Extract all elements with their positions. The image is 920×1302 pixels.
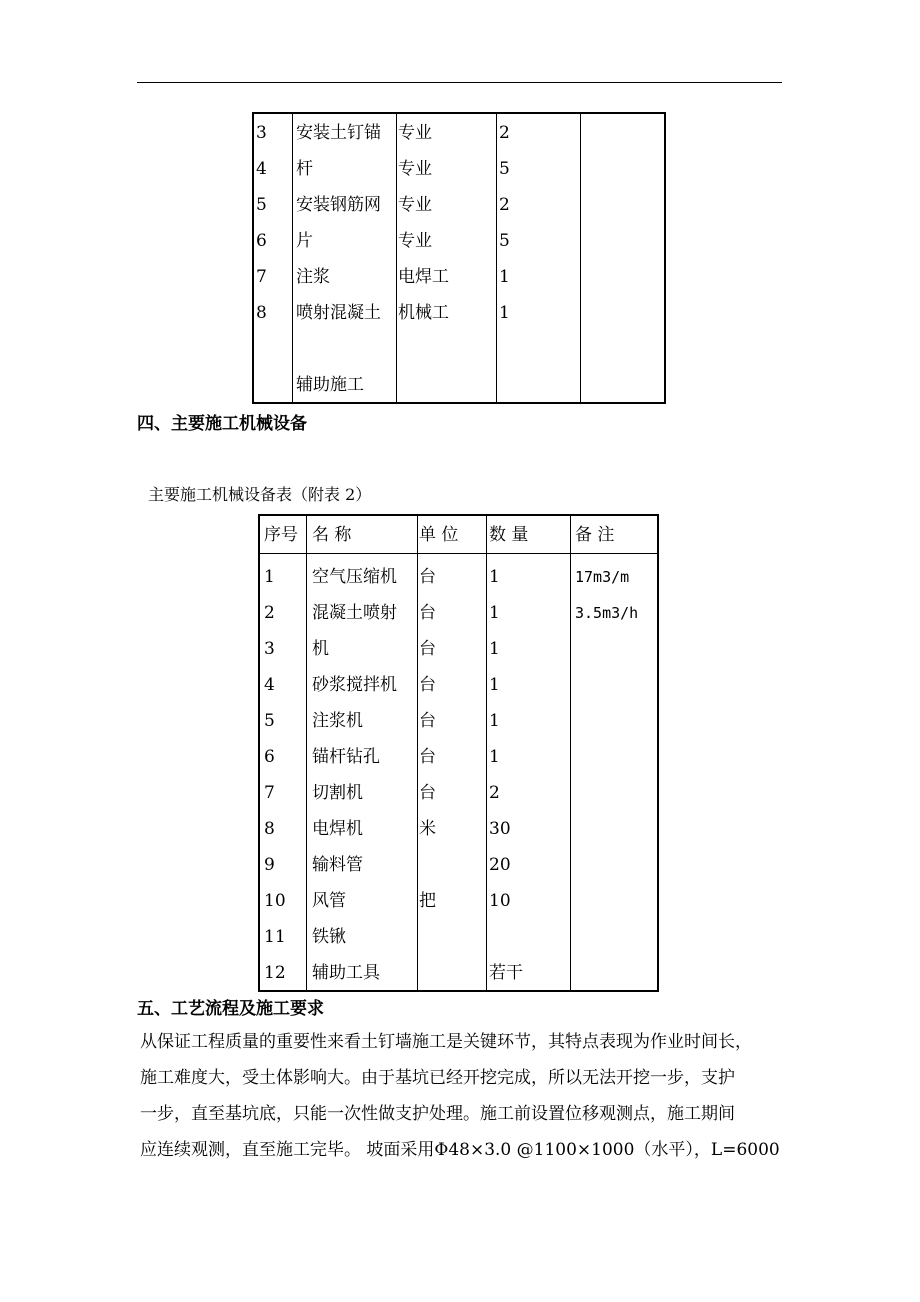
table-col-divider — [486, 516, 487, 990]
equip-name: 注浆机 — [312, 711, 363, 731]
labor-count: 2 — [499, 195, 510, 215]
equip-unit: 台 — [419, 567, 436, 587]
equip-note: 3.5m3/h — [575, 604, 639, 622]
table-col-divider — [417, 516, 418, 990]
labor-count: 5 — [499, 231, 510, 251]
labor-count: 2 — [499, 123, 510, 143]
equip-no: 6 — [264, 747, 275, 767]
equip-qty: 1 — [489, 603, 500, 623]
section-title: 五、工艺流程及施工要求 — [137, 999, 324, 1019]
table-col-divider — [306, 516, 307, 990]
equip-no: 4 — [264, 675, 275, 695]
labor-name: 杆 — [296, 159, 313, 179]
equip-qty: 1 — [489, 675, 500, 695]
equip-no: 7 — [264, 783, 275, 803]
paragraph-line: 应连续观测，直至施工完毕。 坡面采用Φ48×3.0 @1100×1000（水平），L=6000 — [140, 1140, 780, 1160]
equip-no: 1 — [264, 567, 275, 587]
equip-note: 17m3/m — [575, 568, 630, 586]
table-col-divider — [570, 516, 571, 990]
paragraph-line: 一步，直至基坑底，只能一次性做支护处理。施工前设置位移观测点，施工期间 — [140, 1104, 735, 1124]
equip-name: 铁锹 — [312, 927, 346, 947]
equip-name: 切割机 — [312, 783, 363, 803]
equip-unit: 台 — [419, 747, 436, 767]
paragraph-line: 从保证工程质量的重要性来看土钉墙施工是关键环节，其特点表现为作业时间长， — [140, 1032, 752, 1052]
labor-count: 1 — [499, 267, 510, 287]
labor-no: 8 — [256, 303, 267, 323]
equipment-table — [258, 514, 659, 992]
equip-qty: 1 — [489, 711, 500, 731]
equip-name: 锚杆钻孔 — [312, 747, 380, 767]
labor-count: 5 — [499, 159, 510, 179]
table-col-divider — [396, 114, 397, 402]
equip-unit: 把 — [419, 891, 436, 911]
labor-name: 安装土钉锚 — [296, 123, 381, 143]
equip-name: 混凝土喷射 — [312, 603, 397, 623]
equip-unit: 台 — [419, 711, 436, 731]
header-divider — [260, 553, 657, 554]
labor-name: 注浆 — [296, 267, 330, 287]
equip-qty: 10 — [489, 891, 511, 911]
table-col-divider — [580, 114, 581, 402]
equip-no: 3 — [264, 639, 275, 659]
equip-unit: 台 — [419, 639, 436, 659]
equip-name: 输料管 — [312, 855, 363, 875]
equip-no: 5 — [264, 711, 275, 731]
equip-qty: 20 — [489, 855, 511, 875]
labor-type: 专业 — [398, 159, 432, 179]
equip-no: 11 — [264, 927, 286, 947]
body-paragraph — [140, 1024, 790, 1168]
labor-no: 3 — [256, 123, 267, 143]
equip-no: 10 — [264, 891, 286, 911]
header-rule — [137, 82, 782, 83]
table-caption: 主要施工机械设备表（附表 2） — [148, 485, 372, 504]
equip-qty: 2 — [489, 783, 500, 803]
equip-name: 空气压缩机 — [312, 567, 397, 587]
equip-name: 电焊机 — [312, 819, 363, 839]
section-title: 四、主要施工机械设备 — [137, 414, 307, 434]
header-unit: 单 位 — [419, 525, 459, 545]
labor-type: 专业 — [398, 231, 432, 251]
equip-qty: 1 — [489, 567, 500, 587]
labor-type: 专业 — [398, 123, 432, 143]
labor-name: 片 — [296, 231, 313, 251]
labor-type: 电焊工 — [398, 267, 449, 287]
equip-name: 风管 — [312, 891, 346, 911]
equip-unit: 台 — [419, 603, 436, 623]
equip-unit: 台 — [419, 675, 436, 695]
header-qty: 数 量 — [489, 525, 529, 545]
header-no: 序号 — [264, 525, 298, 545]
equip-no: 9 — [264, 855, 275, 875]
equip-name: 辅助工具 — [312, 963, 380, 983]
equip-no: 8 — [264, 819, 275, 839]
labor-name: 辅助施工 — [296, 375, 364, 395]
header-name: 名 称 — [312, 525, 352, 545]
equip-qty: 30 — [489, 819, 511, 839]
paragraph-line: 施工难度大，受土体影响大。由于基坑已经开挖完成，所以无法开挖一步，支护 — [140, 1068, 735, 1088]
labor-table — [252, 112, 666, 404]
labor-no: 4 — [256, 159, 267, 179]
equip-unit: 米 — [419, 819, 436, 839]
table-col-divider — [496, 114, 497, 402]
labor-name: 喷射混凝土 — [296, 303, 381, 323]
labor-type: 专业 — [398, 195, 432, 215]
labor-count: 1 — [499, 303, 510, 323]
table-col-divider — [292, 114, 293, 402]
equip-qty: 1 — [489, 747, 500, 767]
labor-no: 7 — [256, 267, 267, 287]
header-note: 备 注 — [575, 525, 615, 545]
equip-name: 机 — [312, 639, 329, 659]
equip-no: 12 — [264, 963, 286, 983]
equip-name: 砂浆搅拌机 — [312, 675, 397, 695]
equip-qty: 1 — [489, 639, 500, 659]
equip-unit: 台 — [419, 783, 436, 803]
labor-type: 机械工 — [398, 303, 449, 323]
labor-name: 安装钢筋网 — [296, 195, 381, 215]
labor-no: 5 — [256, 195, 267, 215]
equip-qty: 若干 — [489, 963, 523, 983]
labor-no: 6 — [256, 231, 267, 251]
equip-no: 2 — [264, 603, 275, 623]
